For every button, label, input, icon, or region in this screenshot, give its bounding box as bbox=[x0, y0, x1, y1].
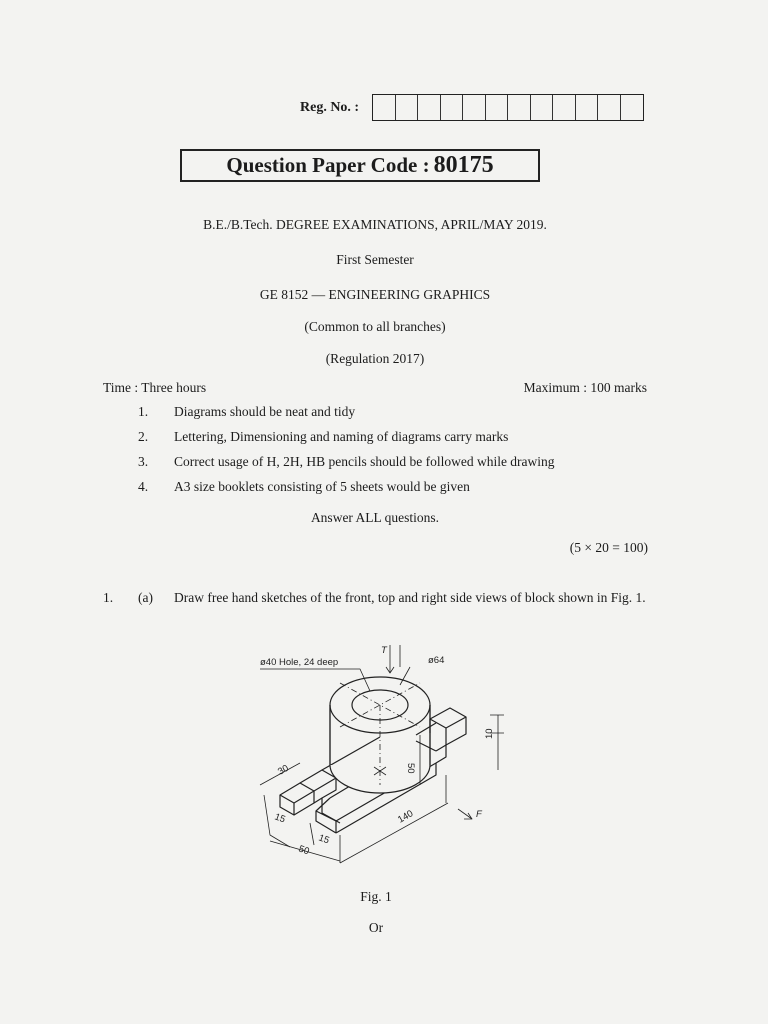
reg-digit-box[interactable] bbox=[486, 95, 509, 120]
fig-label-15-left: 15 bbox=[272, 811, 287, 826]
reg-no-label: Reg. No. : bbox=[300, 100, 360, 115]
cylinder bbox=[330, 677, 430, 793]
reg-digit-box[interactable] bbox=[598, 95, 621, 120]
reg-digit-box[interactable] bbox=[396, 95, 419, 120]
fig-label-10: 10 bbox=[484, 728, 495, 739]
answer-all: Answer ALL questions. bbox=[310, 510, 440, 525]
instruction-text: A3 size booklets consisting of 5 sheets would be given bbox=[174, 479, 470, 494]
common-branches: (Common to all branches) bbox=[304, 319, 446, 334]
reg-digit-box[interactable] bbox=[621, 95, 644, 120]
max-marks-label: Maximum : 100 marks bbox=[523, 380, 647, 395]
fig-label-hole: ø40 Hole, 24 deep bbox=[260, 657, 339, 668]
code-label: Question Paper Code : bbox=[226, 153, 430, 177]
instruction-text: Diagrams should be neat and tidy bbox=[174, 404, 356, 419]
time-label: Time : Three hours bbox=[103, 380, 207, 395]
reg-digit-box[interactable] bbox=[553, 95, 576, 120]
reg-digit-box[interactable] bbox=[463, 95, 486, 120]
fig-label-50-height: 50 bbox=[405, 763, 416, 774]
subject: GE 8152 — ENGINEERING GRAPHICS bbox=[259, 287, 491, 302]
instruction-number: 3. bbox=[138, 454, 149, 469]
figure-caption: Fig. 1 bbox=[360, 889, 392, 904]
fig-label-140: 140 bbox=[396, 808, 416, 826]
question-text: Draw free hand sketches of the front, top and right side views of block shown in Fig. 1. bbox=[174, 590, 646, 605]
marks-scheme: (5 × 20 = 100) bbox=[569, 540, 648, 555]
reg-digit-box[interactable] bbox=[508, 95, 531, 120]
instruction-number: 2. bbox=[138, 429, 149, 444]
fig-label-dia: ø64 bbox=[428, 655, 445, 666]
exam-title: B.E./B.Tech. DEGREE EXAMINATIONS, APRIL/MAY 2019. bbox=[203, 217, 547, 232]
reg-digit-box[interactable] bbox=[418, 95, 441, 120]
isometric-block-figure bbox=[240, 635, 530, 875]
reg-digit-box[interactable] bbox=[373, 95, 396, 120]
reg-digit-box[interactable] bbox=[531, 95, 554, 120]
reg-digit-box[interactable] bbox=[441, 95, 464, 120]
instruction-number: 1. bbox=[138, 404, 149, 419]
fig-label-t: T bbox=[381, 645, 387, 656]
reg-digit-box[interactable] bbox=[576, 95, 599, 120]
instruction-text: Correct usage of H, 2H, HB pencils should be followed while drawing bbox=[174, 454, 555, 469]
or-separator: Or bbox=[368, 920, 384, 935]
fig-label-f: F bbox=[476, 809, 482, 820]
fig-label-50: 50 bbox=[296, 843, 311, 858]
fig-label-15-right: 15 bbox=[316, 832, 331, 847]
semester: First Semester bbox=[336, 252, 414, 267]
instruction-text: Lettering, Dimensioning and naming of diagrams carry marks bbox=[174, 429, 509, 444]
instruction-number: 4. bbox=[138, 479, 149, 494]
fig-label-30: 30 bbox=[276, 762, 291, 778]
reg-no-boxes[interactable] bbox=[372, 94, 644, 121]
regulation: (Regulation 2017) bbox=[325, 351, 425, 366]
question-number: 1. bbox=[103, 590, 114, 605]
code-value: 80175 bbox=[433, 152, 494, 178]
question-part: (a) bbox=[138, 590, 153, 605]
question-paper-code-box bbox=[180, 149, 540, 182]
